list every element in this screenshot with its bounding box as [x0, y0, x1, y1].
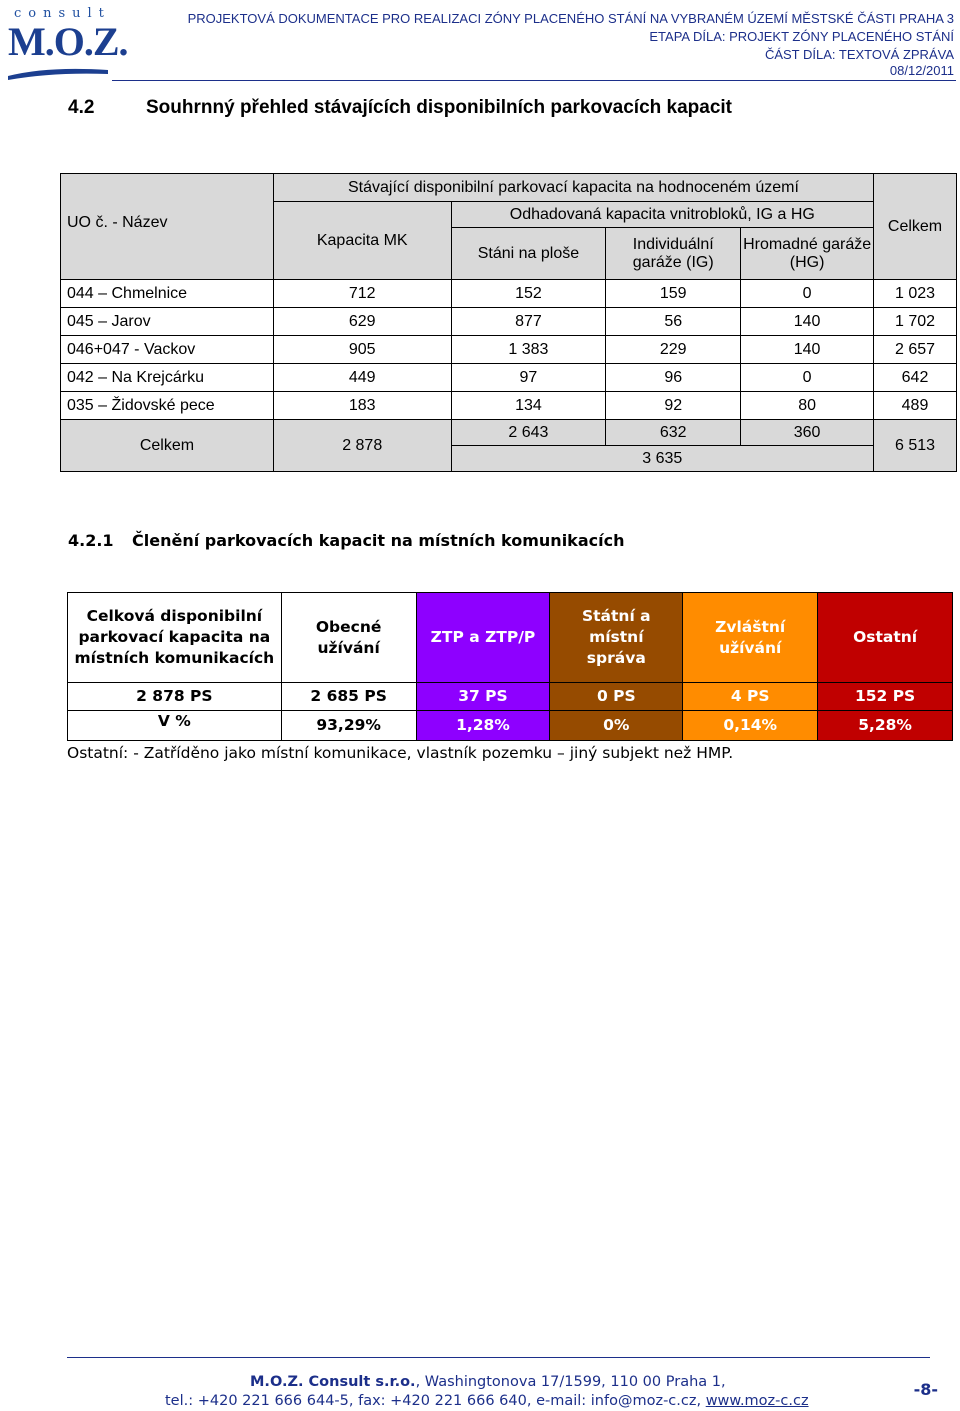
footer-address: , Washingtonova 17/1599, 110 00 Praha 1,	[415, 1374, 726, 1390]
header-stage: ETAPA DÍLA: PROJEKT ZÓNY PLACENÉHO STÁNÍ	[649, 29, 954, 44]
footer-email-link[interactable]: e-mail: info@moz-c.cz	[536, 1393, 697, 1409]
section-heading	[68, 97, 732, 119]
row-name: 035 – Židovské pece	[61, 392, 274, 420]
cell-celkem: 642	[874, 364, 957, 392]
row-name: 042 – Na Krejcárku	[61, 364, 274, 392]
header-uo: UO č. - Název	[61, 174, 274, 280]
table-row	[61, 308, 957, 336]
table-row	[61, 280, 957, 308]
cell-mk: 183	[273, 392, 451, 420]
cell-ig: 56	[606, 308, 741, 336]
header-project-title: PROJEKTOVÁ DOKUMENTACE PRO REALIZACI ZÓNY PLACENÉHO STÁNÍ NA VYBRANÉM ÚZEMÍ MĚSTSKÉ ČÁSTI PRAHA 3	[187, 11, 954, 26]
header-statni: Státní a místní správa	[550, 593, 683, 683]
footer-rule	[67, 1357, 930, 1358]
cell-ig: 159	[606, 280, 741, 308]
total-label: Celkem	[61, 420, 274, 472]
header-ig: Individuální garáže (IG)	[606, 228, 741, 280]
section-number: 4.2	[68, 97, 95, 118]
logo-small-text: consult	[14, 6, 111, 21]
cell-plose: 134	[451, 392, 606, 420]
section-title: Souhrnný přehled stávajících disponibilních parkovacích kapacit	[146, 97, 732, 118]
pct-zvlastni: 0,14%	[683, 711, 818, 741]
header-stani-na-plose: Stáni na ploše	[451, 228, 606, 280]
total-plose: 2 643	[451, 420, 606, 446]
total-celkem: 6 513	[874, 420, 957, 472]
footer-contact-line	[165, 1393, 809, 1409]
row-name: 045 – Jarov	[61, 308, 274, 336]
header-zvlastni: Zvláštní užívání	[683, 593, 818, 683]
cell-mk: 712	[273, 280, 451, 308]
pct-label: V %	[68, 711, 282, 741]
row-name: 044 – Chmelnice	[61, 280, 274, 308]
pct-ostatni: 5,28%	[818, 711, 953, 741]
ps-ostatni: 152 PS	[818, 683, 953, 711]
header-ostatni: Ostatní	[818, 593, 953, 683]
total-hg: 360	[741, 420, 874, 446]
header-hg: Hromadné garáže (HG)	[741, 228, 874, 280]
total-ig: 632	[606, 420, 741, 446]
cell-hg: 140	[741, 308, 874, 336]
cell-hg: 0	[741, 280, 874, 308]
cell-mk: 629	[273, 308, 451, 336]
pct-statni: 0%	[550, 711, 683, 741]
header-odhad: Odhadovaná kapacita vnitrobloků, IG a HG	[451, 202, 873, 228]
ps-ztp: 37 PS	[416, 683, 550, 711]
table-row	[61, 336, 957, 364]
footer-address-line	[250, 1374, 726, 1390]
footer-company: M.O.Z. Consult s.r.o.	[250, 1374, 416, 1390]
cell-ig: 92	[606, 392, 741, 420]
capacity-summary-table	[60, 173, 957, 472]
table-row	[61, 364, 957, 392]
cell-plose: 152	[451, 280, 606, 308]
logo-big-text: M.O.Z.	[8, 19, 128, 64]
cell-celkem: 2 657	[874, 336, 957, 364]
ps-zvlastni: 4 PS	[683, 683, 818, 711]
row-name: 046+047 - Vackov	[61, 336, 274, 364]
logo-swoosh-icon	[8, 64, 108, 82]
ps-obecne: 2 685 PS	[281, 683, 416, 711]
ps-row	[68, 683, 953, 711]
cell-mk: 449	[273, 364, 451, 392]
subsection-heading	[68, 531, 624, 550]
total-row	[61, 420, 957, 446]
cell-hg: 0	[741, 364, 874, 392]
page-number: -8-	[913, 1380, 938, 1399]
cell-plose: 97	[451, 364, 606, 392]
total-odhad-sum: 3 635	[451, 446, 873, 472]
ps-total: 2 878 PS	[68, 683, 282, 711]
header-celkem: Celkem	[874, 174, 957, 280]
cell-celkem: 1 702	[874, 308, 957, 336]
pct-ztp: 1,28%	[416, 711, 550, 741]
cell-mk: 905	[273, 336, 451, 364]
header-main: Stávající disponibilní parkovací kapacita na hodnoceném území	[273, 174, 873, 202]
cell-celkem: 489	[874, 392, 957, 420]
header-part: ČÁST DÍLA: TEXTOVÁ ZPRÁVA	[764, 47, 954, 62]
header-obecne: Obecné užívání	[281, 593, 416, 683]
cell-ig: 229	[606, 336, 741, 364]
footer-separator: ,	[696, 1393, 706, 1409]
table-row	[61, 392, 957, 420]
header-rule	[112, 80, 956, 81]
company-logo	[6, 6, 128, 82]
cell-plose: 877	[451, 308, 606, 336]
footer-phone-fax: tel.: +420 221 666 644-5, fax: +420 221 666 640,	[165, 1393, 537, 1409]
cell-plose: 1 383	[451, 336, 606, 364]
pct-row	[68, 711, 953, 741]
ps-statni: 0 PS	[550, 683, 683, 711]
total-mk: 2 878	[273, 420, 451, 472]
cell-hg: 140	[741, 336, 874, 364]
road-capacity-table	[67, 592, 953, 741]
subsection-title: Členění parkovacích kapacit na místních komunikacích	[132, 531, 625, 550]
header-date: 08/12/2011	[889, 63, 954, 78]
footer-web-link[interactable]: www.moz-c.cz	[705, 1393, 809, 1409]
header-ztp: ZTP a ZTP/P	[416, 593, 550, 683]
header-total-capacity: Celková disponibilní parkovací kapacita na místních komunikacích	[68, 593, 282, 683]
cell-ig: 96	[606, 364, 741, 392]
pct-obecne: 93,29%	[281, 711, 416, 741]
cell-celkem: 1 023	[874, 280, 957, 308]
header-kapacita-mk: Kapacita MK	[273, 202, 451, 280]
subsection-number: 4.2.1	[68, 531, 114, 550]
cell-hg: 80	[741, 392, 874, 420]
note-text: Ostatní: - Zatříděno jako místní komunikace, vlastník pozemku – jiný subjekt než HMP.	[67, 744, 734, 762]
